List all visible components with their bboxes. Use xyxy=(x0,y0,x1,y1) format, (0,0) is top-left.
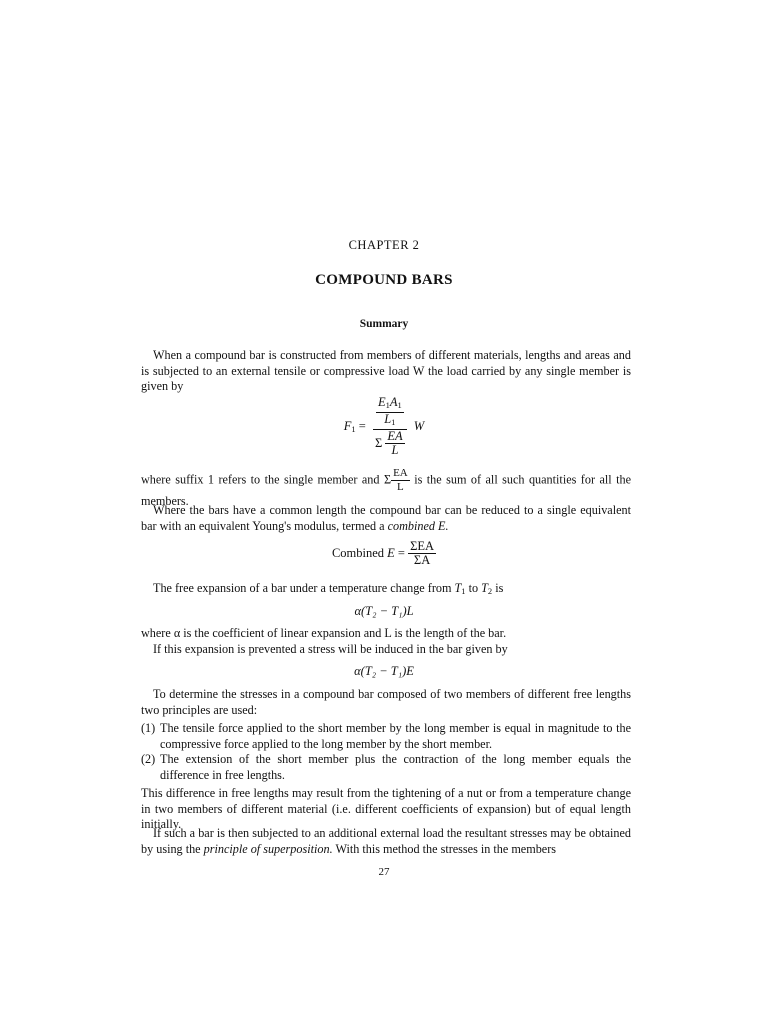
free-expansion-paragraph: The free expansion of a bar under a temperature change from $T_1$ to $T_2$ is xyxy=(153,581,504,596)
if-prevented-text: If this expansion is prevented a stress will be induced in the bar given by xyxy=(153,641,508,656)
eq1-denominator: Σ $\frac{EA}{L}$ xyxy=(374,429,403,457)
intro-paragraph xyxy=(141,348,631,395)
superposition-paragraph: If such a bar is then subjected to an additional external load the resultant stresses may be obtained by using the principle of superposition. With this method the stresses in the members xyxy=(141,826,631,856)
combined-e-term: combined E. xyxy=(387,518,449,533)
principles-list xyxy=(141,721,631,783)
eq1-inner-top-fraction: $\frac{E_1A_1}{L_1}$ xyxy=(377,395,402,427)
list-item: (1) The tensile force applied to the short member by the long member is equal in magnitude to the compressive force applied to the long member by the short member. xyxy=(141,721,631,751)
where-suffix-fraction: $\frac{EA}{L}$ xyxy=(393,467,408,493)
intro-text: When a compound bar is constructed from members of different materials, lengths and areas and is subjected to an external tensile or compressive load W the load carried by any single member is given by xyxy=(141,348,631,393)
free-expansion-text: The free expansion of a bar under a temperature change from xyxy=(153,581,452,595)
common-length-text: Where the bars have a common length the compound bar can be reduced to a single equivalent bar with an equivalent Young's modulus, termed a xyxy=(141,503,631,533)
eq1-rhs: W xyxy=(413,419,425,433)
eq1-main-fraction xyxy=(373,396,407,457)
eq1-lhs: $F_1$ = xyxy=(343,419,366,434)
eq1-inner-bottom-fraction: $\frac{EA}{L}$ xyxy=(387,429,403,457)
eq2-denominator: ΣA xyxy=(413,553,431,567)
where-alpha-paragraph xyxy=(141,626,631,657)
to-determine-paragraph xyxy=(141,687,631,718)
where-suffix-text-b: is the sum of all such quantities for all the members. xyxy=(141,472,632,508)
equation-free-expansion: α(T₂ − T₁)L xyxy=(354,604,414,618)
equation-thermal-stress: α(T₂ − T₁)E xyxy=(354,664,414,678)
difference-text: This difference in free lengths may result from the tightening of a nut or from a temperature change in two members of different material (i.e. different coefficients of expansion) but of equal length initially. xyxy=(141,786,631,831)
equation-combined-e xyxy=(0,540,768,567)
common-length-paragraph xyxy=(141,503,631,534)
superposition-term: principle of superposition. xyxy=(203,841,333,856)
where-alpha-text: where α is the coefficient of linear expansion and L is the length of the bar. xyxy=(141,626,507,640)
equation-load-member xyxy=(0,396,768,457)
chapter-title: COMPOUND BARS xyxy=(315,272,453,288)
eq1-numerator xyxy=(373,396,407,430)
eq2-numerator: ΣEA xyxy=(410,539,435,553)
chapter-label: CHAPTER 2 xyxy=(348,238,420,252)
eq2-label: Combined E = xyxy=(331,546,405,560)
eq2-fraction xyxy=(408,540,436,567)
page-number: 27 xyxy=(378,866,390,878)
summary-heading: Summary xyxy=(359,318,409,330)
list-item: (2) The extension of the short member plus the contraction of the long member equals the difference in free lengths. xyxy=(141,752,631,782)
where-suffix-text-a: where suffix 1 refers to the single member and Σ xyxy=(141,472,392,487)
to-determine-text: To determine the stresses in a compound bar composed of two members of different free lengths two principles are used: xyxy=(141,687,631,717)
